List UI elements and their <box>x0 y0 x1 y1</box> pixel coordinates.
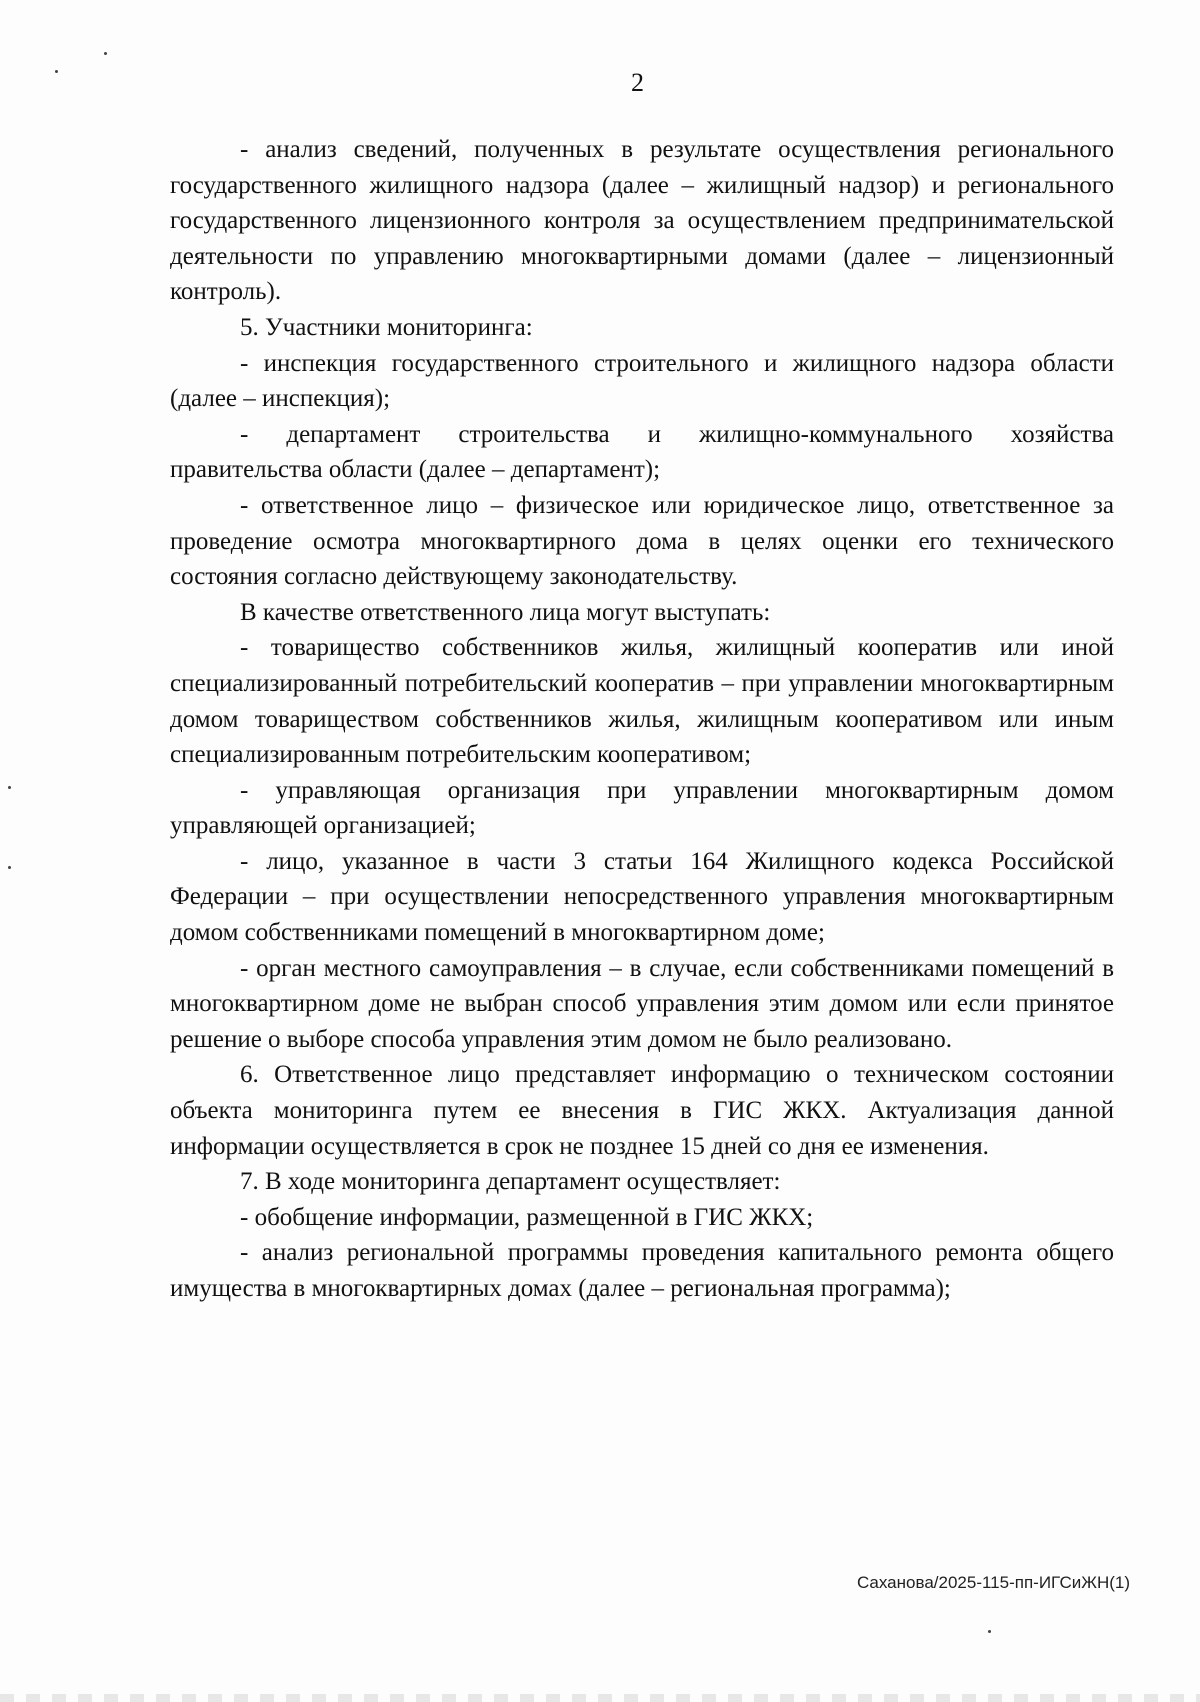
paragraph-gis-summary: - обобщение информации, размещенной в ГИС ЖКХ; <box>240 1203 814 1231</box>
document-reference-footer: Саханова/2025-115-пп-ИГСиЖН(1) <box>856 1573 1130 1592</box>
section-7-heading: 7. В ходе мониторинга департамент осуществляет: <box>240 1168 781 1196</box>
paragraph-inspection: - инспекция государственного строительного и жилищного надзора области (далее – инспекция); <box>170 349 1114 413</box>
section-5-heading: 5. Участники мониторинга: <box>240 313 533 341</box>
paragraph-regional-program: - анализ региональной программы проведения капитального ремонта общего имущества в многоквартирных домах (далее – региональная программа); <box>170 1239 1114 1302</box>
document-body <box>170 132 1114 1307</box>
scan-speck <box>8 786 11 789</box>
scan-speck <box>104 52 107 55</box>
scan-edge-artifact <box>0 1694 1200 1702</box>
scan-speck <box>8 866 11 869</box>
paragraph-management-company: - управляющая организация при управлении многоквартирным домом управляющей организацией; <box>170 776 1114 840</box>
paragraph-analysis-supervision: - анализ сведений, полученных в результате осуществления регионального государственного жилищного надзора (далее – жилищный надзор) и регионального государственного лицензионного контроля за осуществлением предпринимательской деятельности по управлению многоквартирными домами (далее – лицензионный контроль). <box>170 136 1114 306</box>
paragraph-direct-management: - лицо, указанное в части 3 статьи 164 Жилищного кодекса Российской Федерации – при осуществлении непосредственного управления многоквартирным домом собственниками помещений в многоквартирном доме; <box>170 847 1114 947</box>
paragraph-department: - департамент строительства и жилищно-коммунального хозяйства правительства области (далее – департамент); <box>170 420 1114 484</box>
paragraph-local-government: - орган местного самоуправления – в случае, если собственниками помещений в многоквартирном доме не выбран способ управления этим домом или если принятое решение о выборе способа управления этим домом не было реализовано. <box>170 954 1114 1053</box>
section-6-paragraph: 6. Ответственное лицо представляет информацию о техническом состоянии объекта мониторинга путем ее внесения в ГИС ЖКХ. Актуализация данной информации осуществляется в срок не позднее 15 дней со дня ее изменения. <box>170 1061 1114 1160</box>
page-number: 2 <box>631 68 644 97</box>
scan-speck <box>988 1630 991 1633</box>
paragraph-responsible-person: - ответственное лицо – физическое или юридическое лицо, ответственное за проведение осмотра многоквартирного дома в целях оценки его технического состояния согласно действующему законодательству. <box>170 491 1114 591</box>
paragraph-hoa-cooperative: - товарищество собственников жилья, жилищный кооператив или иной специализированный потребительский кооператив – при управлении многоквартирным домом товариществом собственников жилья, жилищным кооперативом или иным специализированным потребительским кооперативом; <box>170 634 1114 769</box>
paragraph-responsible-person-intro: В качестве ответственного лица могут выступать: <box>240 598 771 626</box>
